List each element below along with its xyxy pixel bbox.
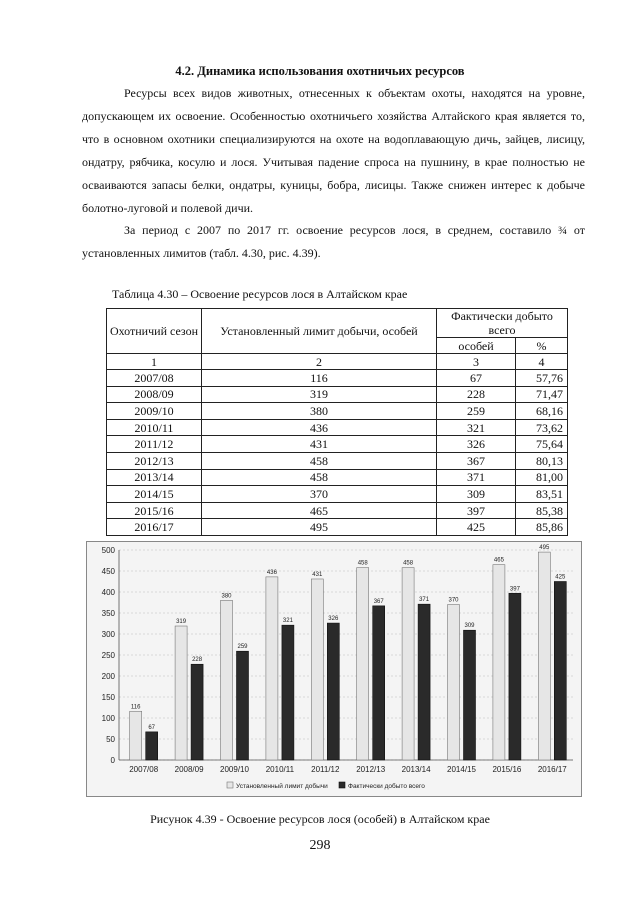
data-label-limit: 458 [357, 560, 368, 567]
data-label-actual: 309 [464, 623, 475, 630]
cell-season: 2014/15 [107, 486, 202, 503]
bar-limit [266, 577, 278, 760]
column-number-3: 3 [437, 354, 516, 370]
data-label-limit: 370 [448, 597, 459, 604]
y-tick-label: 200 [101, 672, 115, 681]
cell-season: 2010/11 [107, 419, 202, 436]
paragraph-2: За период с 2007 по 2017 гг. освоение ресурсов лося, в среднем, составило ¾ от установленных лимитов (табл. 4.30, рис. 4.39). [82, 223, 585, 260]
cell-limit: 116 [202, 370, 437, 387]
cell-limit: 380 [202, 403, 437, 420]
column-number-2: 2 [202, 354, 437, 370]
table-row [107, 419, 568, 436]
cell-percent: 83,51 [516, 486, 568, 503]
cell-percent: 85,86 [516, 519, 568, 536]
cell-season: 2009/10 [107, 403, 202, 420]
cell-limit: 431 [202, 436, 437, 453]
cell-percent: 73,62 [516, 419, 568, 436]
data-label-limit: 431 [312, 571, 323, 578]
y-tick-label: 100 [101, 714, 115, 723]
cell-season: 2013/14 [107, 469, 202, 486]
cell-season: 2016/17 [107, 519, 202, 536]
data-label-limit: 465 [493, 557, 504, 564]
table-row [107, 386, 568, 403]
bar-limit [402, 568, 414, 760]
cell-percent: 85,38 [516, 502, 568, 519]
cell-actual: 397 [437, 502, 516, 519]
data-label-actual: 371 [419, 597, 430, 604]
table-row [107, 452, 568, 469]
bar-actual [464, 630, 476, 760]
cell-season: 2011/12 [107, 436, 202, 453]
table-row [107, 436, 568, 453]
legend-label-limit: Установленный лимит добычи [236, 783, 328, 790]
cell-season: 2012/13 [107, 452, 202, 469]
cell-limit: 319 [202, 386, 437, 403]
cell-percent: 57,76 [516, 370, 568, 387]
cell-limit: 458 [202, 452, 437, 469]
figure-caption: Рисунок 4.39 - Освоение ресурсов лося (особей) в Алтайском крае [150, 812, 490, 826]
bar-actual [509, 593, 521, 760]
cell-season: 2008/09 [107, 386, 202, 403]
header-actual: Фактически добыто всего [437, 309, 568, 338]
legend-swatch-limit [227, 782, 233, 788]
data-label-limit: 116 [130, 704, 141, 711]
cell-actual: 326 [437, 436, 516, 453]
cell-percent: 81,00 [516, 469, 568, 486]
bar-limit [311, 579, 323, 760]
y-tick-label: 300 [101, 630, 115, 639]
cell-limit: 458 [202, 469, 437, 486]
cell-actual: 321 [437, 419, 516, 436]
bar-actual [237, 651, 249, 760]
data-label-actual: 228 [192, 657, 203, 664]
bar-actual [146, 732, 158, 760]
page-number: 298 [309, 838, 331, 853]
x-tick-label: 2013/14 [401, 765, 431, 774]
x-tick-label: 2014/15 [447, 765, 476, 774]
cell-limit: 465 [202, 502, 437, 519]
data-label-actual: 321 [282, 618, 293, 625]
data-label-limit: 495 [539, 545, 550, 552]
y-tick-label: 400 [101, 588, 115, 597]
data-label-limit: 319 [176, 619, 187, 626]
table-row [107, 370, 568, 387]
column-number-1: 1 [107, 354, 202, 370]
bar-actual [554, 582, 566, 761]
table-row [107, 486, 568, 503]
bar-limit [448, 605, 460, 760]
header-individuals: особей [437, 338, 516, 354]
x-tick-label: 2011/12 [311, 765, 340, 774]
y-tick-label: 50 [106, 735, 115, 744]
bar-actual [282, 625, 294, 760]
header-season: Охотничий сезон [107, 309, 202, 354]
cell-actual: 67 [437, 370, 516, 387]
cell-season: 2015/16 [107, 502, 202, 519]
table-row [107, 502, 568, 519]
legend-label-actual: Фактически добыто всего [348, 783, 425, 790]
table-row [107, 469, 568, 486]
cell-actual: 367 [437, 452, 516, 469]
y-tick-label: 150 [101, 693, 115, 702]
data-label-limit: 436 [266, 569, 277, 576]
table-caption: Таблица 4.30 – Освоение ресурсов лося в Алтайском крае [112, 287, 408, 301]
bar-limit [493, 565, 505, 760]
legend-swatch-actual [339, 782, 345, 788]
x-tick-label: 2012/13 [356, 765, 386, 774]
data-label-actual: 397 [509, 586, 520, 593]
data-table [106, 308, 568, 536]
bar-limit [357, 568, 369, 760]
cell-actual: 259 [437, 403, 516, 420]
bar-limit [538, 552, 550, 760]
data-label-limit: 380 [221, 593, 232, 600]
cell-limit: 436 [202, 419, 437, 436]
x-tick-label: 2010/11 [265, 765, 295, 774]
bar-limit [130, 711, 142, 760]
x-tick-label: 2016/17 [537, 765, 567, 774]
bar-actual [373, 606, 385, 760]
cell-percent: 75,64 [516, 436, 568, 453]
y-tick-label: 0 [110, 756, 115, 765]
bar-actual [327, 623, 339, 760]
bar-actual [191, 664, 203, 760]
cell-actual: 425 [437, 519, 516, 536]
data-label-actual: 67 [148, 724, 156, 731]
bar-limit [175, 626, 187, 760]
bar-limit [221, 600, 233, 760]
cell-actual: 228 [437, 386, 516, 403]
cell-actual: 309 [437, 486, 516, 503]
y-tick-label: 450 [101, 567, 115, 576]
cell-percent: 68,16 [516, 403, 568, 420]
bar-chart [86, 541, 582, 797]
x-tick-label: 2015/16 [492, 765, 522, 774]
data-label-actual: 367 [373, 598, 384, 605]
y-tick-label: 250 [101, 651, 115, 660]
cell-limit: 495 [202, 519, 437, 536]
chart-svg [87, 542, 581, 796]
cell-limit: 370 [202, 486, 437, 503]
header-limit: Установленный лимит добычи, особей [202, 309, 437, 354]
data-label-actual: 326 [328, 616, 339, 623]
column-number-4: 4 [516, 354, 568, 370]
table-row [107, 403, 568, 420]
x-tick-label: 2009/10 [220, 765, 249, 774]
data-label-actual: 425 [555, 574, 566, 581]
paragraph-1: Ресурсы всех видов животных, отнесенных к объектам охоты, находятся на уровне, допускающем их освоение. Особенностью охотничьего хозяйства Алтайского края является то, что в основном охотники специализируются на охоте на водоплавающую дичь, зайцев, лисицу, ондатру, рябчика, косулю и лося. Учитывая падение спроса на пушнину, в крае полностью не осваиваются запасы белки, ондатры, куницы, бобра, лисицы. Также снижен интерес к добыче болотно-луговой и полевой дичи. [82, 86, 585, 215]
cell-season: 2007/08 [107, 370, 202, 387]
cell-percent: 71,47 [516, 386, 568, 403]
cell-actual: 371 [437, 469, 516, 486]
section-heading: 4.2. Динамика использования охотничьих ресурсов [175, 64, 465, 78]
x-tick-label: 2008/09 [174, 765, 204, 774]
table-row [107, 519, 568, 536]
y-tick-label: 350 [101, 609, 115, 618]
data-label-limit: 458 [403, 560, 414, 567]
bar-actual [418, 604, 430, 760]
header-percent: % [516, 338, 568, 354]
cell-percent: 80,13 [516, 452, 568, 469]
x-tick-label: 2007/08 [129, 765, 159, 774]
y-tick-label: 500 [101, 546, 115, 555]
data-label-actual: 259 [237, 644, 248, 651]
